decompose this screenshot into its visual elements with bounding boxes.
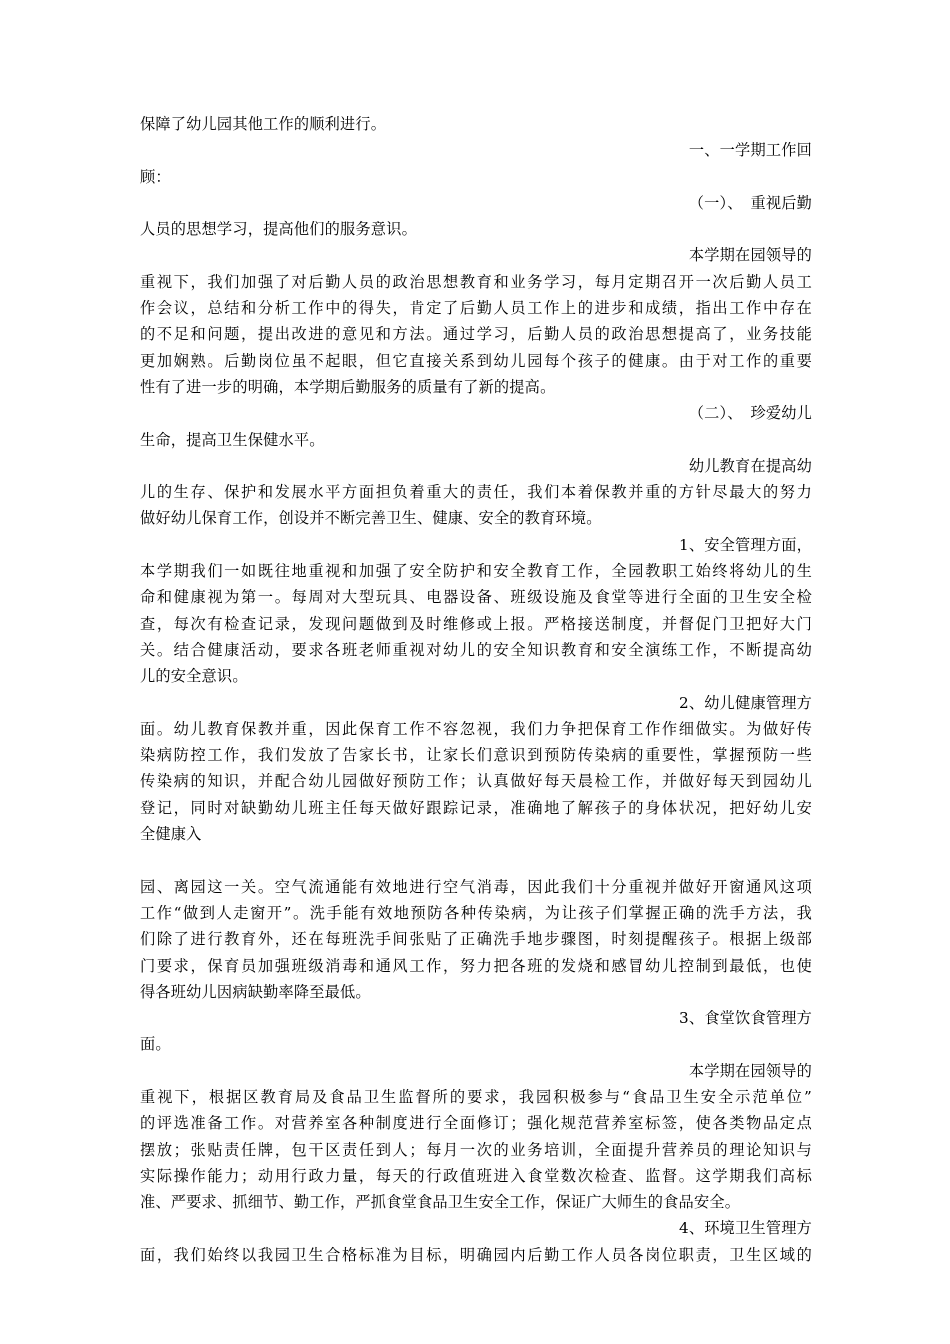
text-line: 的评选准备工作。对营养室各种制度进行全面修订；强化规范营养室标签，使各类物品定点 xyxy=(140,1114,812,1133)
text-line: 门要求，保育员加强班级消毒和通风工作，努力把各班的发烧和感冒幼儿控制到最低，也使 xyxy=(140,956,812,975)
text-line: 儿的安全意识。 xyxy=(140,667,248,686)
text-line: 准、严要求、抓细节、勤工作，严抓食堂食品卫生安全工作，保证广大师生的食品安全。 xyxy=(140,1193,741,1212)
text-line: 本学期我们一如既往地重视和加强了安全防护和安全教育工作，全园教职工始终将幼儿的生 xyxy=(140,562,812,581)
text-line: 一、一学期工作回 xyxy=(688,141,812,160)
text-line: 全健康入 xyxy=(140,825,202,844)
text-line: 重视下，根据区教育局及食品卫生监督所的要求，我园积极参与“食品卫生安全示范单位” xyxy=(140,1087,812,1106)
text-line: 传染病的知识，并配合幼儿园做好预防工作；认真做好每天晨检工作，并做好每天到园幼儿 xyxy=(140,772,812,791)
text-line: 4、环境卫生管理方 xyxy=(679,1219,812,1238)
text-line: 本学期在园领导的 xyxy=(688,246,812,265)
text-line: 幼儿教育在提高幼 xyxy=(688,456,812,475)
text-line: 本学期在园领导的 xyxy=(688,1061,812,1080)
text-line: 作会议，总结和分析工作中的得失，肯定了后勤人员工作上的进步和成绩，指出工作中存在 xyxy=(140,299,812,318)
text-line: 关。结合健康活动，要求各班老师重视对幼儿的安全知识教育和安全演练工作，不断提高幼 xyxy=(140,640,812,659)
document-body xyxy=(140,111,812,1268)
text-line: 摆放；张贴责任牌，包干区责任到人；每月一次的业务培训，全面提升营养员的理论知识与 xyxy=(140,1140,812,1159)
text-line: 1、安全管理方面， xyxy=(679,535,812,554)
text-line: 性有了进一步的明确，本学期后勤服务的质量有了新的提高。 xyxy=(140,377,556,396)
text-line: 重视下，我们加强了对后勤人员的政治思想教育和业务学习，每月定期召开一次后勤人员工 xyxy=(140,272,812,291)
text-line: 查，每次有检查记录，发现问题做到及时维修或上报。严格接送制度，并督促门卫把好大门 xyxy=(140,614,812,633)
text-line: 实际操作能力；动用行政力量，每天的行政值班进入食堂数次检查、监督。这学期我们高标 xyxy=(140,1166,812,1185)
text-line: 人员的思想学习，提高他们的服务意识。 xyxy=(140,220,417,239)
document-lines xyxy=(140,111,812,1268)
text-line: 的不足和问题，提出改进的意见和方法。通过学习，后勤人员的政治思想提高了，业务技能 xyxy=(140,325,812,344)
text-line: 登记，同时对缺勤幼儿班主任每天做好跟踪记录，准确地了解孩子的身体状况，把好幼儿安 xyxy=(140,798,812,817)
text-line: （一）、 重视后勤 xyxy=(688,193,812,212)
text-line: 工作“做到人走窗开”。洗手能有效地预防各种传染病，为让孩子们掌握正确的洗手方法，我 xyxy=(140,903,812,922)
text-line: 3、食堂饮食管理方 xyxy=(679,1009,812,1028)
text-line: 顾： xyxy=(140,167,171,186)
text-line: 儿的生存、保护和发展水平方面担负着重大的责任，我们本着保教并重的方针尽最大的努力 xyxy=(140,483,812,502)
text-line: 生命，提高卫生保健水平。 xyxy=(140,430,325,449)
text-line: 命和健康视为第一。每周对大型玩具、电器设备、班级设施及食堂等进行全面的卫生安全检 xyxy=(140,588,812,607)
text-line: 面。幼儿教育保教并重，因此保育工作不容忽视，我们力争把保育工作作细做实。为做好传 xyxy=(140,719,812,738)
text-line: 园、离园这一关。空气流通能有效地进行空气消毒，因此我们十分重视并做好开窗通风这项 xyxy=(140,877,812,896)
text-line: 做好幼儿保育工作，创设并不断完善卫生、健康、安全的教育环境。 xyxy=(140,509,602,528)
text-line: 们除了进行教育外，还在每班洗手间张贴了正确洗手地步骤图，时刻提醒孩子。根据上级部 xyxy=(140,930,812,949)
text-line: （二）、 珍爱幼儿 xyxy=(688,404,812,423)
text-line: 面，我们始终以我园卫生合格标准为目标，明确园内后勤工作人员各岗位职责，卫生区域的 xyxy=(140,1245,812,1264)
text-line: 2、幼儿健康管理方 xyxy=(679,693,812,712)
text-line: 更加娴熟。后勤岗位虽不起眼，但它直接关系到幼儿园每个孩子的健康。由于对工作的重要 xyxy=(140,351,812,370)
text-line: 染病防控工作，我们发放了告家长书，让家长们意识到预防传染病的重要性，掌握预防一些 xyxy=(140,746,812,765)
text-line: 保障了幼儿园其他工作的顺利进行。 xyxy=(140,115,387,133)
text-line: 面。 xyxy=(140,1035,171,1054)
blank-line xyxy=(140,847,812,873)
text-line: 得各班幼儿因病缺勤率降至最低。 xyxy=(140,982,371,1001)
